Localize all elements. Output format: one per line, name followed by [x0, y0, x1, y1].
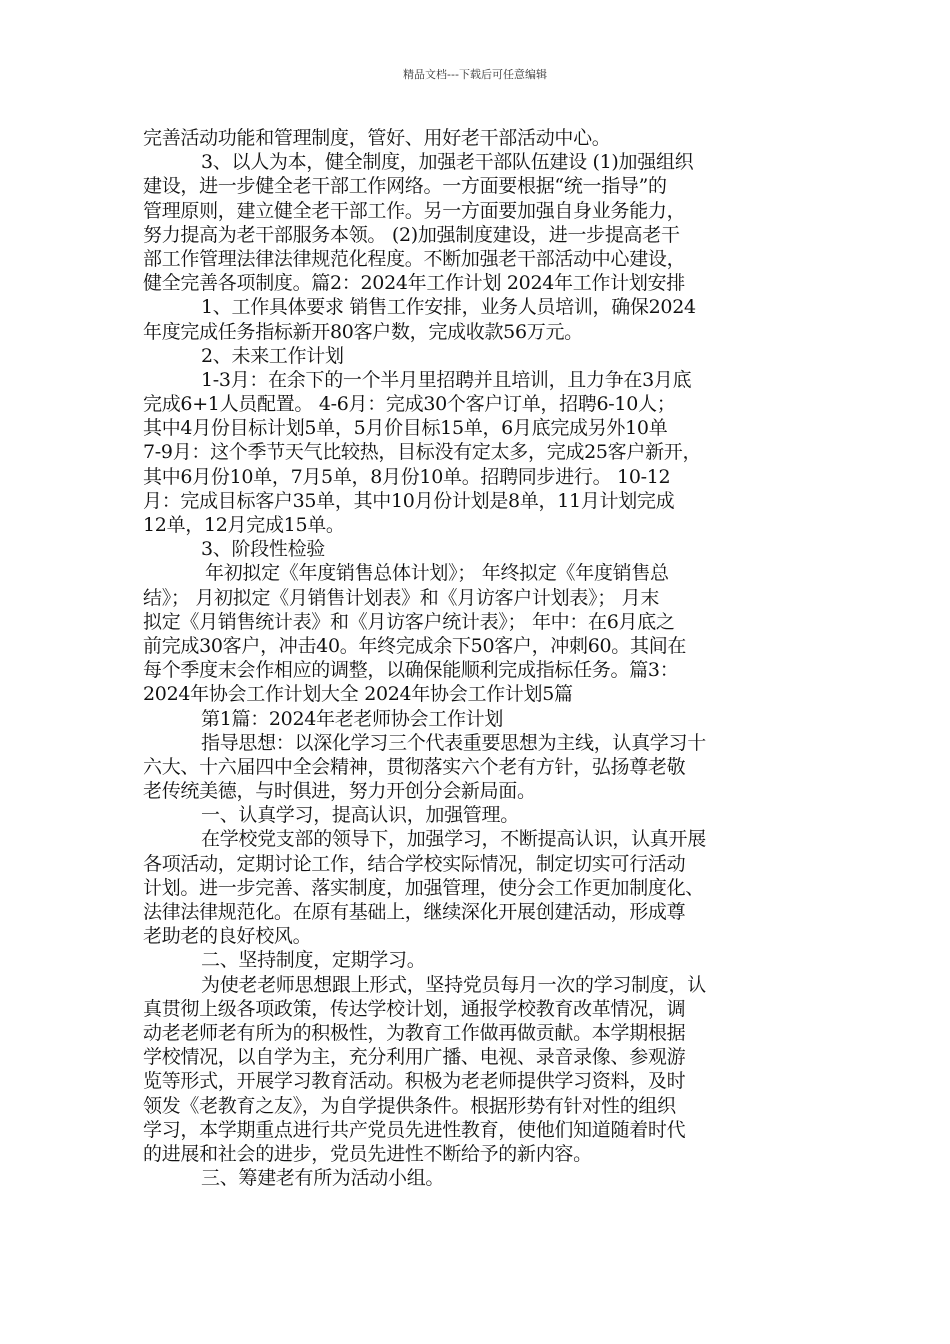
text-line: 健全完善各项制度。篇2：2024年工作计划 2024年工作计划安排	[143, 272, 685, 295]
text-line: 二、坚持制度，定期学习。	[201, 949, 426, 972]
text-line: 的进展和社会的进步，党员先进性不断给予的新内容。	[143, 1142, 592, 1165]
text-line: 1-3月：在余下的一个半月里招聘并且培训，且力争在3月底	[201, 368, 692, 391]
text-line: 3、阶段性检验	[201, 538, 325, 561]
text-line: 一、认真学习，提高认识，加强管理。	[201, 804, 519, 827]
text-line: 其中6月份10单，7月5单，8月份10单。招聘同步进行。 10-12	[143, 465, 671, 488]
text-line: 法律法律规范化。在原有基础上，继续深化开展创建活动，形成尊	[143, 901, 686, 923]
text-line: 六大、十六届四中全会精神，贯彻落实六个老有方针，弘扬尊老敬	[143, 755, 686, 778]
text-line: 计划。进一步完善、落实制度，加强管理，使分会工作更加制度化、	[143, 876, 705, 899]
text-line: 3、以人为本，健全制度，加强老干部队伍建设 (1)加强组织	[201, 151, 694, 174]
text-line: 指导思想：以深化学习三个代表重要思想为主线，认真学习十	[201, 731, 706, 754]
text-line: 努力提高为老干部服务本领。 (2)加强制度建设，进一步提高老干	[143, 223, 680, 246]
page-header: 精品文档---下载后可任意编辑	[403, 68, 547, 81]
text-line: 学校情况，以自学为主，充分利用广播、电视、录音录像、参观游	[143, 1046, 686, 1069]
text-line: 学习，本学期重点进行共产党员先进性教育，使他们知道随着时代	[143, 1118, 686, 1141]
text-line: 第1篇：2024年老老师协会工作计划	[201, 707, 504, 730]
text-line: 完善活动功能和管理制度，管好、用好老干部活动中心。	[143, 127, 611, 149]
document-body	[143, 126, 823, 1190]
text-line: 各项活动，定期讨论工作，结合学校实际情况，制定切实可行活动	[143, 852, 686, 875]
text-line: 其中4月份目标计划5单，5月价目标15单，6月底完成另外10单	[143, 417, 668, 440]
text-line: 在学校党支部的领导下，加强学习，不断提高认识，认真开展	[201, 828, 706, 851]
text-line: 年初拟定《年度销售总体计划》； 年终拟定《年度销售总	[205, 562, 669, 585]
text-line: 览等形式，开展学习教育活动。积极为老老师提供学习资料，及时	[143, 1070, 686, 1093]
text-line: 2、未来工作计划	[201, 344, 344, 367]
text-line: 老传统美德，与时俱进，努力开创分会新局面。	[143, 780, 536, 803]
text-line: 为使老老师思想跟上形式，坚持党员每月一次的学习制度，认	[201, 973, 706, 996]
text-line: 每个季度末会作相应的调整，以确保能顺利完成指标任务。篇3：	[143, 659, 679, 682]
text-line: 结》； 月初拟定《月销售计划表》和《月访客户计划表》； 月末	[143, 586, 660, 609]
text-line: 管理原则，建立健全老干部工作。另一方面要加强自身业务能力，	[143, 199, 686, 222]
text-line: 2024年协会工作计划大全 2024年协会工作计划5篇	[143, 683, 573, 706]
text-line: 1、工作具体要求 销售工作安排，业务人员培训，确保2024	[201, 296, 696, 319]
text-line: 月：完成目标客户35单，其中10月份计划是8单，11月计划完成	[143, 489, 675, 512]
text-line: 12单，12月完成15单。	[143, 514, 345, 536]
text-line: 真贯彻上级各项政策，传达学校计划，通报学校教育改革情况，调	[143, 997, 686, 1020]
text-line: 前完成30客户，冲击40。年终完成余下50客户，冲刺60。其间在	[143, 634, 687, 657]
text-line: 年度完成任务指标新开80客户数，完成收款56万元。	[143, 320, 583, 343]
text-line: 拟定《月销售统计表》和《月访客户统计表》； 年中：在6月底之	[143, 610, 675, 633]
text-line: 建设，进一步健全老干部工作网络。一方面要根据“统一指导”的	[143, 175, 667, 198]
text-line: 完成6+1人员配置。 4-6月：完成30个客户订单，招聘6-10人；	[143, 393, 676, 416]
text-line: 领发《老教育之友》，为自学提供条件。根据形势有针对性的组织	[143, 1094, 676, 1117]
text-line: 老助老的良好校风。	[143, 925, 312, 948]
text-line: 7-9月：这个季节天气比较热，目标没有定太多，完成25客户新开，	[143, 441, 702, 464]
text-line: 部工作管理法律法律规范化程度。不断加强老干部活动中心建设，	[143, 247, 686, 270]
text-line: 动老老师老有所为的积极性，为教育工作做再做贡献。本学期根据	[143, 1021, 686, 1044]
text-line: 三、筹建老有所为活动小组。	[201, 1167, 445, 1190]
